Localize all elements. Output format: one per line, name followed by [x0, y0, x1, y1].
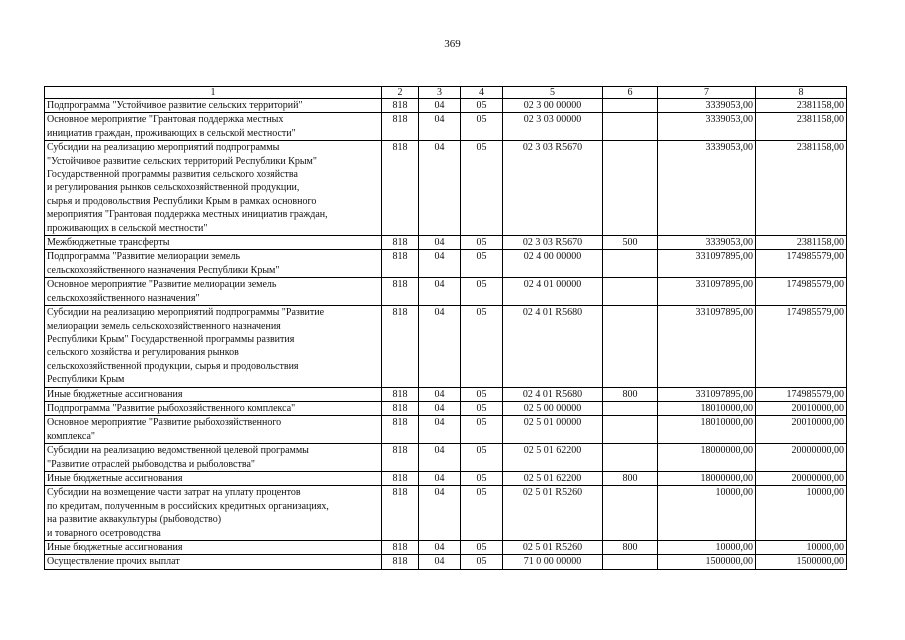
amount-col7-cell: 10000,00 — [658, 486, 756, 541]
expense-type-cell — [603, 416, 658, 444]
target-article-cell: 02 4 01 00000 — [503, 278, 603, 306]
target-article-cell: 02 3 03 00000 — [503, 113, 603, 141]
amount-col7-cell: 3339053,00 — [658, 99, 756, 113]
target-article-cell: 02 4 00 00000 — [503, 250, 603, 278]
admin-code-cell: 818 — [382, 113, 419, 141]
amount-col7-cell: 3339053,00 — [658, 236, 756, 250]
section-code-cell: 04 — [419, 306, 461, 387]
expense-type-cell — [603, 401, 658, 415]
target-article-cell: 02 4 01 R5680 — [503, 306, 603, 387]
table-row — [45, 555, 847, 569]
admin-code-cell: 818 — [382, 444, 419, 472]
target-article-cell: 02 5 01 R5260 — [503, 541, 603, 555]
section-code-cell: 04 — [419, 113, 461, 141]
expense-type-cell — [603, 113, 658, 141]
subsection-code-cell: 05 — [461, 401, 503, 415]
target-article-cell: 71 0 00 00000 — [503, 555, 603, 569]
admin-code-cell: 818 — [382, 486, 419, 541]
amount-col7-cell: 18010000,00 — [658, 401, 756, 415]
amount-col8-cell: 10000,00 — [756, 541, 847, 555]
budget-table — [44, 86, 847, 570]
target-article-cell: 02 5 00 00000 — [503, 401, 603, 415]
expense-type-cell — [603, 306, 658, 387]
expense-type-cell — [603, 555, 658, 569]
table-row — [45, 306, 847, 387]
amount-col7-cell: 18000000,00 — [658, 471, 756, 485]
subsection-code-cell: 05 — [461, 387, 503, 401]
row-name-cell: Иные бюджетные ассигнования — [45, 541, 382, 555]
table-row — [45, 541, 847, 555]
expense-type-cell: 800 — [603, 541, 658, 555]
page-number: 369 — [444, 38, 461, 50]
target-article-cell: 02 4 01 R5680 — [503, 387, 603, 401]
amount-col8-cell: 20010000,00 — [756, 416, 847, 444]
amount-col7-cell: 331097895,00 — [658, 278, 756, 306]
amount-col8-cell: 174985579,00 — [756, 278, 847, 306]
expense-type-cell: 800 — [603, 471, 658, 485]
column-header: 2 — [382, 87, 419, 99]
amount-col8-cell: 1500000,00 — [756, 555, 847, 569]
admin-code-cell: 818 — [382, 416, 419, 444]
expense-type-cell — [603, 486, 658, 541]
table-row — [45, 141, 847, 236]
table-row — [45, 278, 847, 306]
section-code-cell: 04 — [419, 236, 461, 250]
amount-col8-cell: 174985579,00 — [756, 306, 847, 387]
amount-col7-cell: 10000,00 — [658, 541, 756, 555]
amount-col7-cell: 18000000,00 — [658, 444, 756, 472]
admin-code-cell: 818 — [382, 541, 419, 555]
section-code-cell: 04 — [419, 387, 461, 401]
table-body — [45, 99, 847, 570]
subsection-code-cell: 05 — [461, 306, 503, 387]
amount-col8-cell: 2381158,00 — [756, 236, 847, 250]
section-code-cell: 04 — [419, 141, 461, 236]
expense-type-cell: 800 — [603, 387, 658, 401]
amount-col8-cell: 20000000,00 — [756, 471, 847, 485]
admin-code-cell: 818 — [382, 555, 419, 569]
subsection-code-cell: 05 — [461, 99, 503, 113]
subsection-code-cell: 05 — [461, 416, 503, 444]
row-name-cell: Субсидии на реализацию мероприятий подпрограммы "Развитие мелиорации земель сельскохозяйственного назначения Республики Крым" Государственной программы развития сельского хозяйства и регулирования рынков сельскохозяйственной продукции, сырья и продовольствия Республики Крым — [45, 306, 382, 387]
row-name-cell: Иные бюджетные ассигнования — [45, 471, 382, 485]
subsection-code-cell: 05 — [461, 444, 503, 472]
row-name-cell: Межбюджетные трансферты — [45, 236, 382, 250]
amount-col8-cell: 10000,00 — [756, 486, 847, 541]
amount-col8-cell: 174985579,00 — [756, 250, 847, 278]
subsection-code-cell: 05 — [461, 471, 503, 485]
expense-type-cell — [603, 141, 658, 236]
table-row — [45, 416, 847, 444]
subsection-code-cell: 05 — [461, 555, 503, 569]
row-name-cell: Субсидии на возмещение части затрат на уплату процентов по кредитам, полученным в российских кредитных организациях, на развитие аквакультуры (рыбоводство) и товарного осетроводства — [45, 486, 382, 541]
amount-col8-cell: 2381158,00 — [756, 113, 847, 141]
row-name-cell: Иные бюджетные ассигнования — [45, 387, 382, 401]
section-code-cell: 04 — [419, 416, 461, 444]
amount-col7-cell: 331097895,00 — [658, 250, 756, 278]
table-row — [45, 113, 847, 141]
table-row — [45, 401, 847, 415]
amount-col7-cell: 18010000,00 — [658, 416, 756, 444]
amount-col8-cell: 20010000,00 — [756, 401, 847, 415]
expense-type-cell — [603, 278, 658, 306]
target-article-cell: 02 5 01 62200 — [503, 471, 603, 485]
amount-col8-cell: 2381158,00 — [756, 99, 847, 113]
column-header: 4 — [461, 87, 503, 99]
amount-col7-cell: 1500000,00 — [658, 555, 756, 569]
table-row — [45, 486, 847, 541]
expense-type-cell — [603, 99, 658, 113]
section-code-cell: 04 — [419, 99, 461, 113]
amount-col8-cell: 20000000,00 — [756, 444, 847, 472]
table-row — [45, 444, 847, 472]
row-name-cell: Субсидии на реализацию ведомственной целевой программы "Развитие отраслей рыбоводства и рыболовства" — [45, 444, 382, 472]
section-code-cell: 04 — [419, 541, 461, 555]
section-code-cell: 04 — [419, 486, 461, 541]
section-code-cell: 04 — [419, 401, 461, 415]
target-article-cell: 02 3 00 00000 — [503, 99, 603, 113]
row-name-cell: Подпрограмма "Развитие мелиорации земель сельскохозяйственного назначения Республики Крым" — [45, 250, 382, 278]
header-row — [45, 87, 847, 99]
amount-col8-cell: 2381158,00 — [756, 141, 847, 236]
target-article-cell: 02 3 03 R5670 — [503, 236, 603, 250]
admin-code-cell: 818 — [382, 471, 419, 485]
subsection-code-cell: 05 — [461, 250, 503, 278]
target-article-cell: 02 3 03 R5670 — [503, 141, 603, 236]
admin-code-cell: 818 — [382, 236, 419, 250]
section-code-cell: 04 — [419, 444, 461, 472]
subsection-code-cell: 05 — [461, 486, 503, 541]
row-name-cell: Основное мероприятие "Развитие мелиорации земель сельскохозяйственного назначения" — [45, 278, 382, 306]
column-header: 6 — [603, 87, 658, 99]
amount-col7-cell: 331097895,00 — [658, 306, 756, 387]
amount-col8-cell: 174985579,00 — [756, 387, 847, 401]
admin-code-cell: 818 — [382, 306, 419, 387]
target-article-cell: 02 5 01 R5260 — [503, 486, 603, 541]
section-code-cell: 04 — [419, 555, 461, 569]
table-row — [45, 250, 847, 278]
row-name-cell: Основное мероприятие "Грантовая поддержка местных инициатив граждан, проживающих в сельской местности" — [45, 113, 382, 141]
table-row — [45, 387, 847, 401]
target-article-cell: 02 5 01 62200 — [503, 444, 603, 472]
amount-col7-cell: 3339053,00 — [658, 141, 756, 236]
admin-code-cell: 818 — [382, 401, 419, 415]
amount-col7-cell: 331097895,00 — [658, 387, 756, 401]
row-name-cell: Основное мероприятие "Развитие рыбохозяйственного комплекса" — [45, 416, 382, 444]
admin-code-cell: 818 — [382, 250, 419, 278]
section-code-cell: 04 — [419, 471, 461, 485]
column-header: 1 — [45, 87, 382, 99]
subsection-code-cell: 05 — [461, 541, 503, 555]
table-row — [45, 99, 847, 113]
row-name-cell: Осуществление прочих выплат — [45, 555, 382, 569]
subsection-code-cell: 05 — [461, 278, 503, 306]
row-name-cell: Субсидии на реализацию мероприятий подпрограммы "Устойчивое развитие сельских территорий Республики Крым" Государственной программы развития сельского хозяйства и регулирования рынков сельскохозяйственной продукции, сырья и продовольствия Республики Крым в рамках основного мероприятия "Грантовая поддержка местных инициатив граждан, проживающих в сельской местности" — [45, 141, 382, 236]
table-row — [45, 236, 847, 250]
expense-type-cell — [603, 250, 658, 278]
column-header: 3 — [419, 87, 461, 99]
column-header: 7 — [658, 87, 756, 99]
table-row — [45, 471, 847, 485]
row-name-cell: Подпрограмма "Устойчивое развитие сельских территорий" — [45, 99, 382, 113]
subsection-code-cell: 05 — [461, 141, 503, 236]
section-code-cell: 04 — [419, 278, 461, 306]
admin-code-cell: 818 — [382, 141, 419, 236]
admin-code-cell: 818 — [382, 99, 419, 113]
row-name-cell: Подпрограмма "Развитие рыбохозяйственного комплекса" — [45, 401, 382, 415]
amount-col7-cell: 3339053,00 — [658, 113, 756, 141]
expense-type-cell — [603, 444, 658, 472]
target-article-cell: 02 5 01 00000 — [503, 416, 603, 444]
column-header: 5 — [503, 87, 603, 99]
admin-code-cell: 818 — [382, 278, 419, 306]
admin-code-cell: 818 — [382, 387, 419, 401]
column-header: 8 — [756, 87, 847, 99]
subsection-code-cell: 05 — [461, 236, 503, 250]
expense-type-cell: 500 — [603, 236, 658, 250]
section-code-cell: 04 — [419, 250, 461, 278]
subsection-code-cell: 05 — [461, 113, 503, 141]
